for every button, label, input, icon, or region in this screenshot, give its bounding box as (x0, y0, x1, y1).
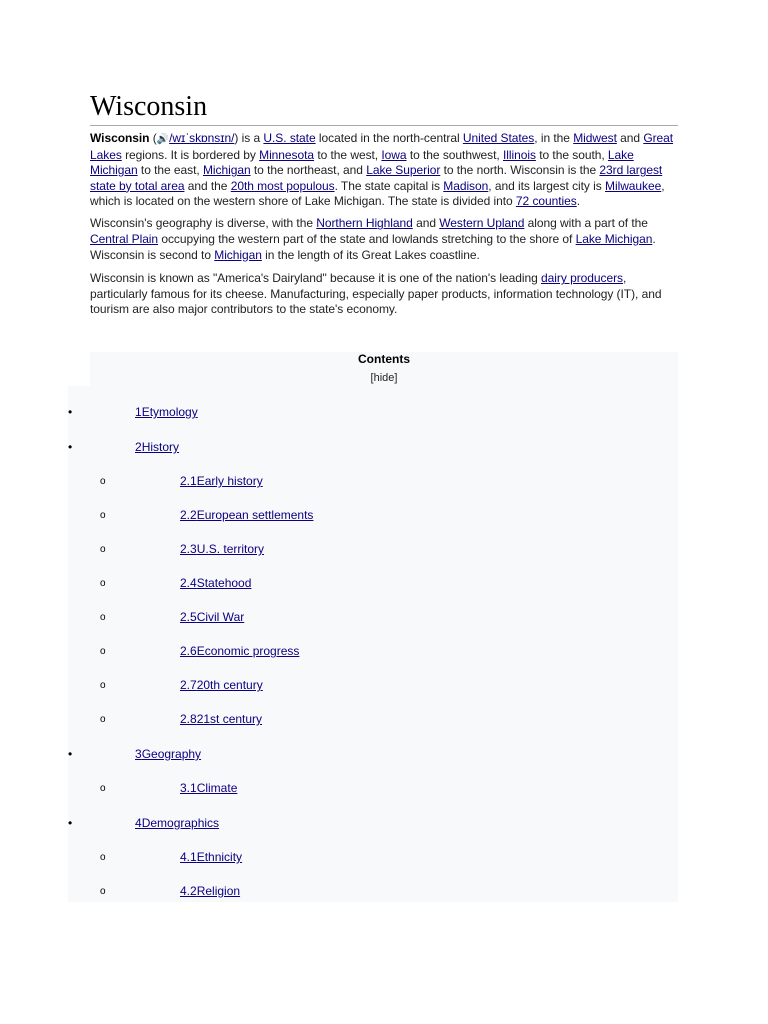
text-run: , particularly famous for its cheese. Manufacturing, especially paper products, information technology (IT), and tourism are also major contributors to the state's economy. (90, 271, 662, 317)
sub-bullet: o (100, 852, 106, 863)
toc-text: U.S. territory (196, 542, 265, 556)
sub-bullet: o (100, 646, 106, 657)
subject-bold: Wisconsin (90, 131, 150, 145)
text-run: , which is located on the western shore of Lake Michigan. The state is divided into (90, 178, 665, 209)
sub-bullet: o (100, 612, 106, 623)
toc-number: 2.8 (180, 712, 197, 726)
bullet: • (68, 405, 73, 419)
toc-text: History (141, 440, 180, 454)
link-dairy-producers[interactable]: dairy producers (541, 271, 623, 286)
toc-item-european-settlements[interactable] (180, 508, 313, 522)
text-run: ) is a (234, 131, 264, 145)
link-midwest[interactable]: Midwest (573, 131, 617, 145)
text-run: , and its largest city is (488, 178, 606, 193)
text-run: and (616, 131, 644, 145)
toc-number: 2.7 (180, 678, 197, 692)
toc-item-u-s-territory[interactable] (180, 542, 264, 556)
pronunciation-link[interactable]: /wɪˈskɒnsɪn/ (169, 131, 235, 145)
toc-text: Religion (196, 884, 241, 898)
toc-item-demographics[interactable] (135, 816, 219, 830)
toc-number: 4.1 (180, 850, 197, 864)
toc-text: Etymology (141, 405, 198, 419)
toc-number: 2 (135, 440, 142, 454)
link-iowa[interactable]: Iowa (381, 147, 407, 162)
toc-number: 2.3 (180, 542, 197, 556)
toc-number: 3 (135, 747, 142, 761)
geography-paragraph (90, 216, 678, 263)
text-run: to the southwest, (406, 147, 503, 162)
toc-number: 4 (135, 816, 142, 830)
text-run: to the northeast, and (250, 163, 367, 178)
toc-text: 21st century (196, 712, 263, 726)
text-run: to the north. Wisconsin is the (440, 163, 600, 178)
link-madison[interactable]: Madison (443, 178, 489, 193)
link-michigan[interactable]: Michigan (202, 163, 251, 178)
sub-bullet: o (100, 886, 106, 897)
text-run: . (576, 194, 581, 209)
toc-item-21st-century[interactable] (180, 712, 262, 726)
speaker-icon[interactable]: 🔊 (156, 134, 170, 145)
toc-text: European settlements (196, 508, 314, 522)
sub-bullet: o (100, 714, 106, 725)
text-run: Wisconsin is known as "America's Dairyland" because it is one of the nation's leading (90, 271, 542, 286)
link-lake-superior[interactable]: Lake Superior (366, 163, 441, 178)
text-run: along with a part of the (524, 216, 648, 231)
link-us-state[interactable]: U.S. state (263, 131, 316, 145)
toc-text: Economic progress (196, 644, 300, 658)
link-72-counties[interactable]: 72 counties (515, 194, 577, 209)
toc-item-ethnicity[interactable] (180, 850, 242, 864)
toc-text: Geography (141, 747, 202, 761)
toc-title: Contents (358, 352, 410, 366)
link-northern-highland[interactable]: Northern Highland (316, 216, 413, 231)
article-content (90, 0, 678, 318)
toc-number: 3.1 (180, 781, 197, 795)
toc-text: Climate (196, 781, 238, 795)
text-run: occupying the western part of the state and lowlands stretching to the shore of (158, 232, 576, 247)
toc-number: 2.4 (180, 576, 197, 590)
economy-paragraph (90, 271, 678, 318)
text-run: to the east, (137, 163, 203, 178)
link-milwaukee[interactable]: Milwaukee (605, 178, 662, 193)
text-run: located in the north-central (315, 131, 463, 145)
text-run: and (412, 216, 440, 231)
text-run: in the length of its Great Lakes coastline. (261, 247, 480, 262)
link-great-lakes[interactable]: Great Lakes (90, 131, 674, 162)
sub-bullet: o (100, 476, 106, 487)
text-run: . Wisconsin is second to (90, 232, 656, 262)
sub-bullet: o (100, 680, 106, 691)
sub-bullet: o (100, 578, 106, 589)
sub-bullet: o (100, 544, 106, 555)
toc-hide-toggle (90, 371, 678, 385)
sub-bullet: o (100, 783, 106, 794)
text-run: . The state capital is (334, 178, 444, 193)
toc-item-civil-war[interactable] (180, 610, 244, 624)
text-run: Wisconsin's geography is diverse, with the (90, 216, 317, 231)
text-run: to the south, (535, 147, 608, 162)
toc-text: Statehood (196, 576, 252, 590)
link-lake-michigan[interactable]: Lake Michigan (90, 147, 634, 178)
toc-text: Ethnicity (196, 850, 243, 864)
toc-text: 20th century (196, 678, 263, 692)
link-michigan[interactable]: Michigan (214, 247, 262, 262)
bullet: • (68, 816, 73, 830)
link-20th-most-populous[interactable]: 20th most populous (230, 178, 335, 193)
toc-number: 1 (135, 405, 142, 419)
toc-item-early-history[interactable] (180, 474, 263, 488)
toc-number: 2.5 (180, 610, 197, 624)
toc-text: Demographics (141, 816, 220, 830)
link-united-states[interactable]: United States (462, 131, 535, 145)
toc-side-panel (68, 386, 98, 902)
toc-number: 2.6 (180, 644, 197, 658)
text-run: regions. It is bordered by (121, 147, 260, 162)
toc-number: 2.1 (180, 474, 197, 488)
bullet: • (68, 747, 73, 761)
link-lake-michigan[interactable]: Lake Michigan (575, 232, 653, 247)
toc-number: 2.2 (180, 508, 197, 522)
text-run: to the west, (314, 147, 382, 162)
link-minnesota[interactable]: Minnesota (259, 147, 315, 162)
text-run: and the (184, 178, 231, 193)
toc-item-history[interactable] (135, 440, 179, 454)
bullet: • (68, 440, 73, 454)
sub-bullet: o (100, 510, 106, 521)
toc-item-economic-progress[interactable] (180, 644, 299, 658)
text-run: , in the (534, 131, 574, 145)
toc-text: Early history (196, 474, 263, 488)
link-illinois[interactable]: Illinois (503, 147, 536, 162)
link-western-upland[interactable]: Western Upland (439, 216, 525, 231)
link-23rd-largest[interactable]: 23rd largest state by total area (90, 163, 663, 193)
toc-text: Civil War (196, 610, 245, 624)
toc-item-20th-century[interactable] (180, 678, 263, 692)
link-central-plain[interactable]: Central Plain (90, 232, 159, 247)
toc-number: 4.2 (180, 884, 197, 898)
page-title: Wisconsin (90, 0, 678, 126)
toc-hide-link[interactable]: [hide] (370, 372, 398, 384)
intro-paragraph: Wisconsin (🔊/wɪˈskɒnsɪn/) is a U.S. state located in the north-central United States, in the Midwest and Great Lakes regions. It is bordered by Minnesota to the west, Iowa to the southwest, Illinois to the south, Lake Michigan to the east, Michigan to the northeast, and Lake Superior to the north. Wisconsin is the 23rd largest state by total area and the 20th most populous. The state capital is Madison, and its largest city is Milwaukee, which is located on the western shore of Lake Michigan. The state is divided into 72 counties. (90, 131, 674, 209)
toc-item-religion[interactable] (180, 884, 240, 898)
toc-item-geography[interactable] (135, 747, 201, 761)
toc-item-etymology[interactable] (135, 405, 198, 419)
toc-item-statehood[interactable] (180, 576, 251, 590)
toc-item-climate[interactable] (180, 781, 237, 795)
